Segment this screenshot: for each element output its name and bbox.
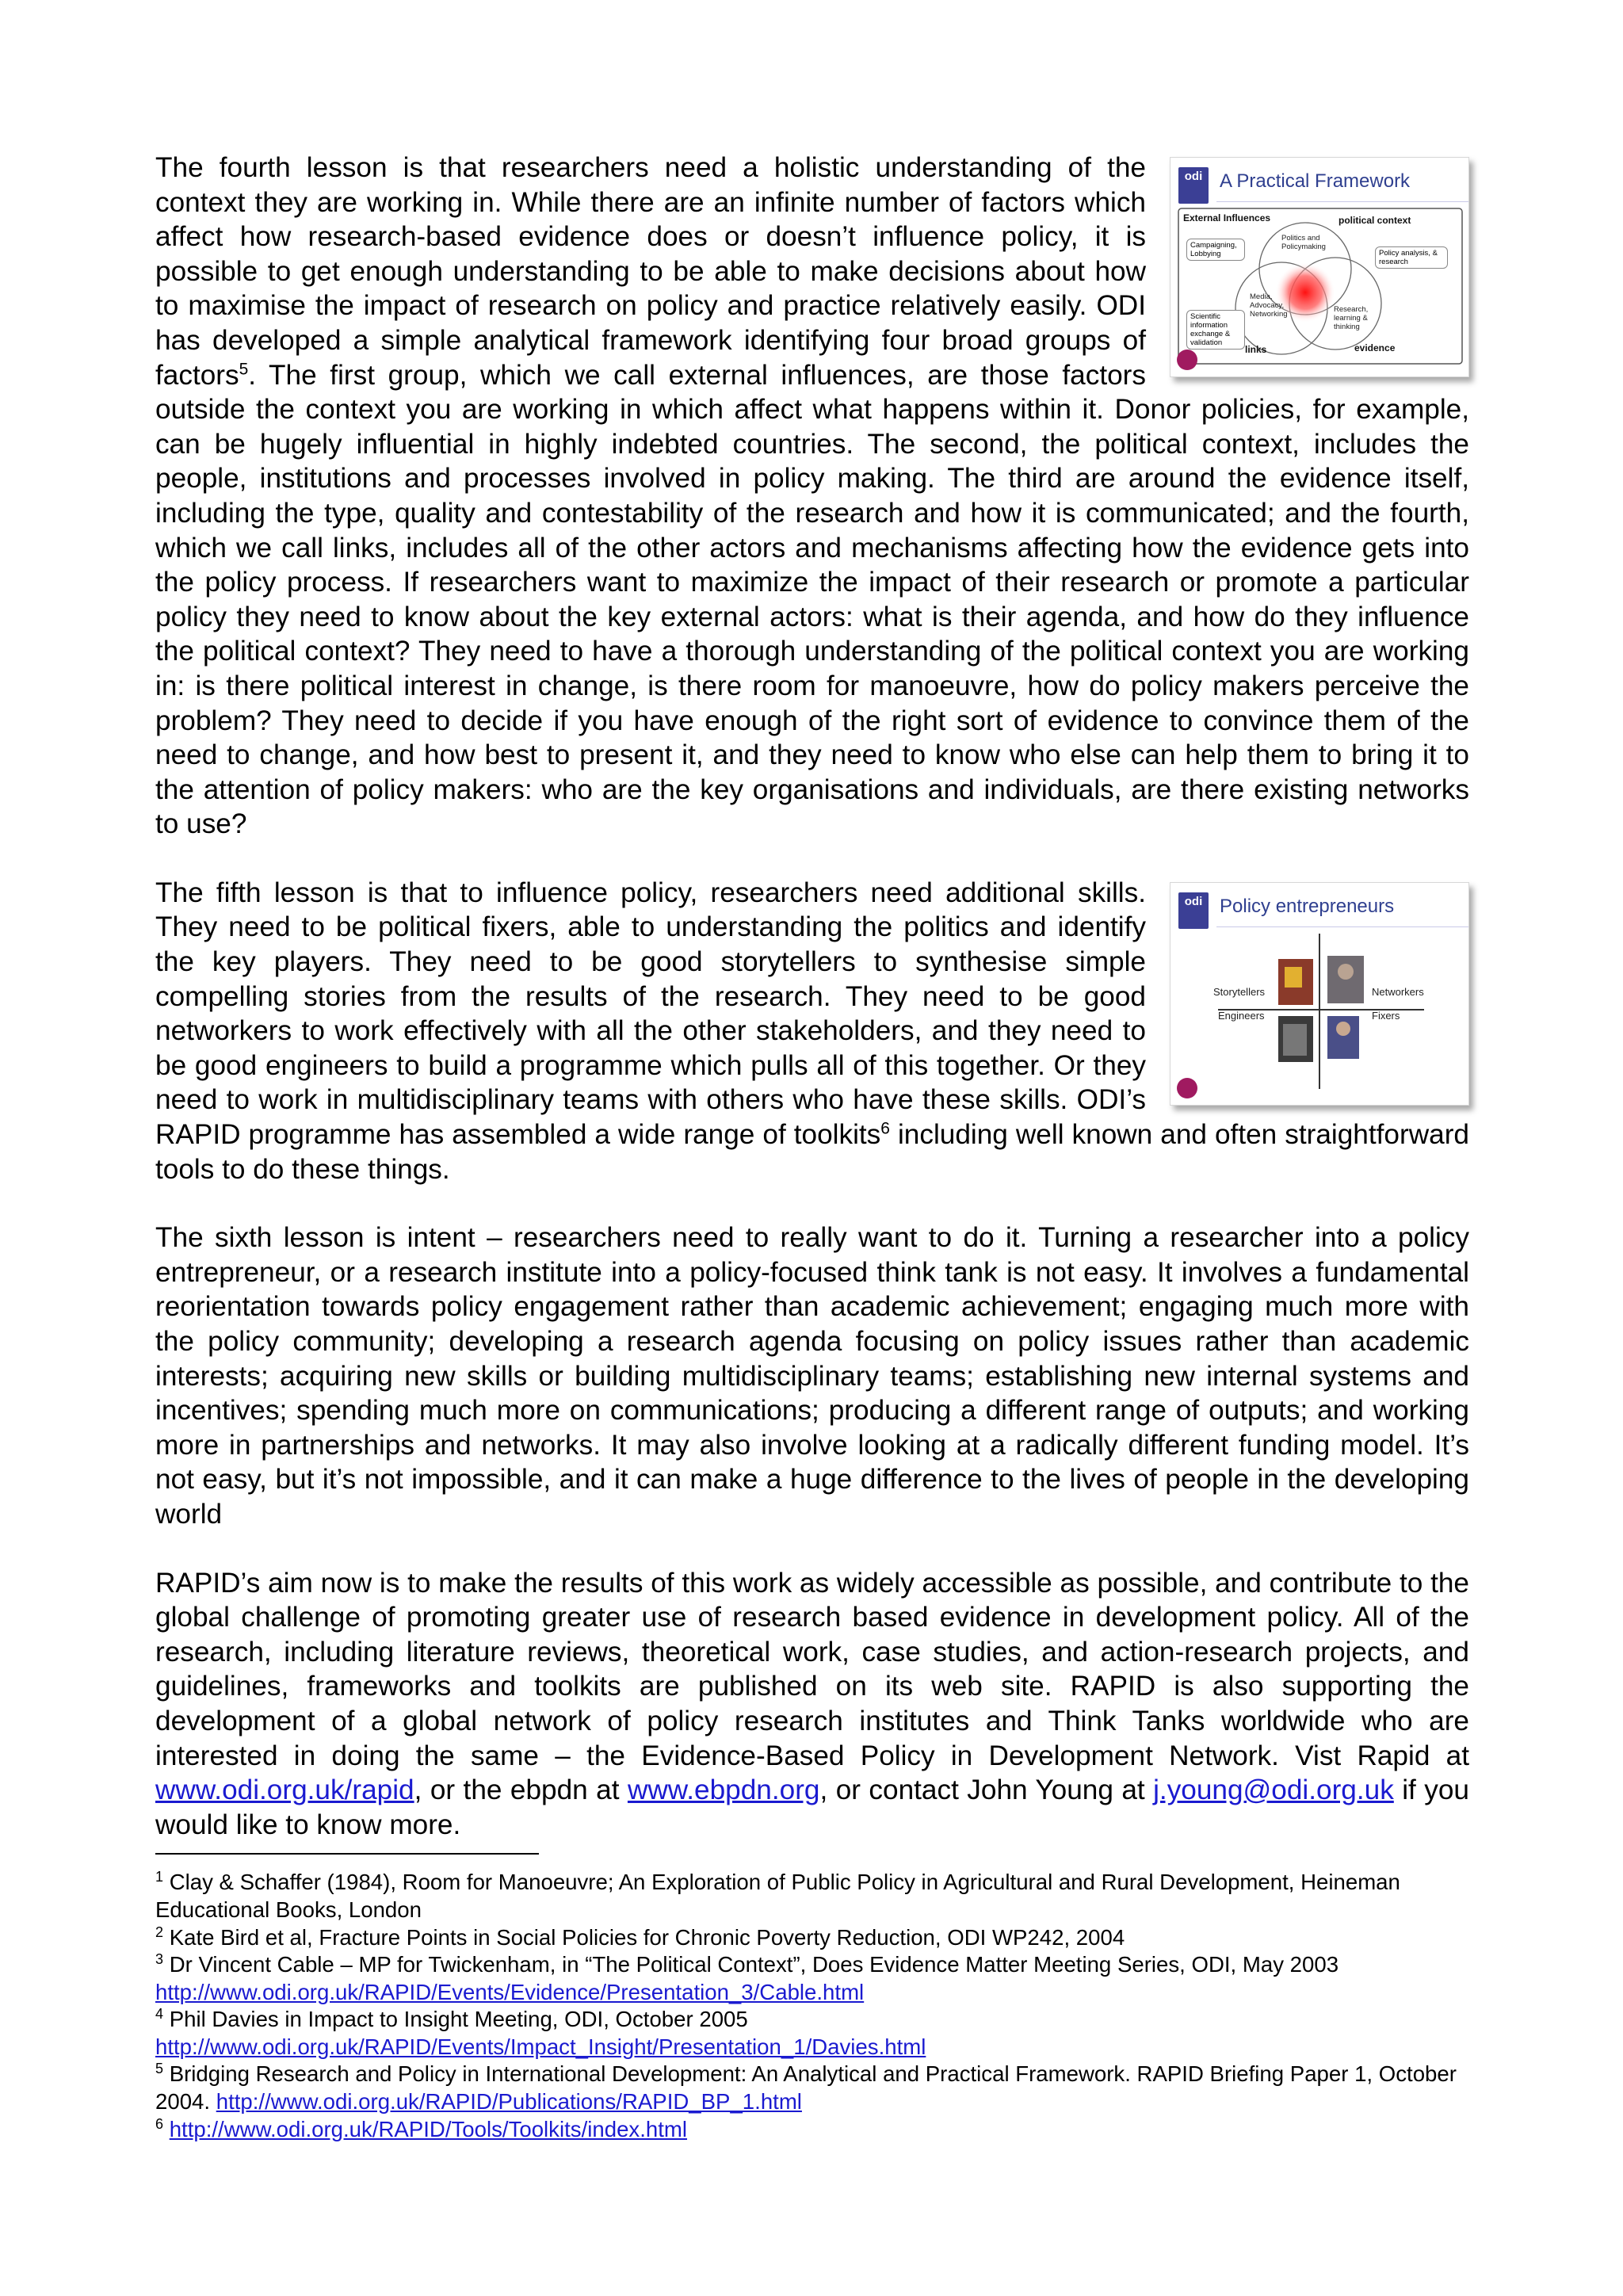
political-context-label: political context <box>1338 215 1411 226</box>
slide-title: A Practical Framework <box>1220 170 1411 192</box>
networkers-label: Networkers <box>1372 985 1424 998</box>
policy-entrepreneurs-slide <box>1170 882 1469 1106</box>
footnote-ref: 5 <box>239 359 249 378</box>
paragraph-text: , or the ebpdn at <box>414 1775 628 1806</box>
storytellers-label: Storytellers <box>1213 985 1266 998</box>
ebpdn-link[interactable]: www.ebpdn.org <box>627 1775 820 1806</box>
footnote-text: Dr Vincent Cable – MP for Twickenham, in “The Political Context”, Does Evidence Matter Meeting Series, ODI, May 2003 <box>169 1952 1339 1977</box>
footnote-link[interactable]: http://www.odi.org.uk/RAPID/Events/Impact_Insight/Presentation_1/Davies.html <box>155 2034 926 2059</box>
footnote-link[interactable]: http://www.odi.org.uk/RAPID/Events/Evidence/Presentation_3/Cable.html <box>155 1979 865 2004</box>
fixers-label: Fixers <box>1372 1009 1400 1022</box>
scientific-box: Scientific information exchange & validation <box>1186 310 1245 350</box>
email-link[interactable]: j.young@odi.org.uk <box>1153 1775 1394 1806</box>
footnote-ref: 6 <box>880 1119 890 1138</box>
paragraph-text: , or contact John Young at <box>819 1775 1154 1806</box>
footnotes <box>155 1869 1469 2143</box>
footnote-3 <box>155 1951 1469 2006</box>
politics-label: Politics and Policymaking <box>1281 234 1326 251</box>
evidence-label: evidence <box>1354 342 1396 353</box>
research-label: Research, learning & thinking <box>1334 305 1369 331</box>
paragraph-rapid-aim <box>155 1566 1469 1843</box>
rapid-link[interactable]: www.odi.org.uk/rapid <box>155 1775 414 1806</box>
slide-title: Policy entrepreneurs <box>1220 895 1395 917</box>
footnote-divider <box>155 1853 539 1855</box>
paragraph-text: . The first group, which we call external influences, are those factors outside the context you are working in which affect what happens within it. Donor policies, for example, can be hugely influential in highly indebted countries. The second, the political context, includes the people, institutions and processes involved in policy making. The third are around the evidence itself, including the type, quality and contestability of the research and how it is communicated; and the fourth, which we call links, includes all of the other actors and mechanisms affecting how the evidence gets into the policy process. If researchers want to maximize the impact of their research or promote a particular policy they need to know about the key external actors: what is their agenda, and how do they influence the political context? They need to have a thorough understanding of the political context you are working in: is there political interest in change, is there room for manoeuvre, how do policy makers perceive the problem? They need to decide if you have enough of the right sort of evidence to convince them of the need to change, and how best to present it, and they need to know who else can help them to bring it to the attention of policy makers: who are the key organisations and individuals, are there existing networks to use? <box>155 359 1469 840</box>
paragraph-text: if you would like to know more. <box>155 1775 1469 1840</box>
footnote-2 <box>155 1924 1469 1952</box>
paragraph-text: including well known and often straightforward tools to do these things. <box>155 1119 1469 1185</box>
practical-framework-slide <box>1170 157 1469 377</box>
odi-seal <box>1177 350 1197 370</box>
paragraph-text: The fifth lesson is that to influence policy, researchers need additional skills. They need to be political fixers, able to understanding the politics and identify the key players. They need to be good storytellers to synthesise simple compelling stories from the results of the research. They need to be good networkers to work effectively with all the other stakeholders, and they need to be good engineers to build a programme which pulls all of this together. Or they need to work in multidisciplinary teams with others who have these skills. ODI’s RAPID programme has assembled a wide range of toolkits <box>155 877 1146 1151</box>
document-page <box>155 151 1469 2143</box>
paragraph-sixth-lesson: The sixth lesson is intent – researchers need to really want to do it. Turning a researcher into a policy entrepreneur, or a research institute into a policy-focused think tank is not easy. It involves a fundamental reorientation towards policy engagement rather than academic achievement; engaging much more with the policy community; developing a research agenda focusing on policy issues rather than academic interests; acquiring new skills or building multidisciplinary teams; establishing new internal systems and incentives; spending much more on communications; producing a different range of outputs; and working more in partnerships and networks. It may also involve looking at a radically different funding model. It’s not easy, but it’s not impossible, and it can make a huge difference to the lives of people in the developing world <box>155 1222 1469 1530</box>
external-influences-label: External Influences <box>1183 212 1271 223</box>
footnote-text: Bridging Research and Policy in International Development: An Analytical and Practical Framework. RAPID Briefing Paper 1, October 2004. <box>155 2061 1457 2115</box>
footnote-4 <box>155 2006 1469 2061</box>
footnote-text: Phil Davies in Impact to Insight Meeting, ODI, October 2005 <box>169 2007 748 2032</box>
paragraph-text: RAPID’s aim now is to make the results of this work as widely accessible as possible, and contribute to the global challenge of promoting greater use of research based evidence in development policy. All of the research, including literature reviews, theoretical work, case studies, and action-research projects, and guidelines, frameworks and toolkits are published on its web site. RAPID is also supporting the development of a global network of policy research institutes and Think Tanks worldwide who are interested in doing the same – the Evidence-Based Policy in Development Network. Vist Rapid at <box>155 1567 1469 1771</box>
footnote-number: 5 <box>155 2061 164 2077</box>
media-label: Media, Advocacy, Networking <box>1250 292 1288 319</box>
odi-logo: odi <box>1178 892 1209 929</box>
footnote-number: 1 <box>155 1869 164 1885</box>
footnote-text: Clay & Schaffer (1984), Room for Manoeuvre; An Exploration of Public Policy in Agricultural and Rural Development, Heineman Educational Books, London <box>155 1870 1400 1922</box>
policy-analysis-box: Policy analysis, & research <box>1375 246 1448 269</box>
engineers-label: Engineers <box>1218 1009 1265 1022</box>
footnote-5 <box>155 2061 1469 2115</box>
footnote-text: Kate Bird et al, Fracture Points in Social Policies for Chronic Poverty Reduction, ODI WP242, 2004 <box>169 1924 1125 1950</box>
paragraph-text: The fourth lesson is that researchers need a holistic understanding of the context they are working in. While there are an infinite number of factors which affect how research-based evidence does or doesn’t influence policy, it is possible to get enough understanding to be able to make decisions about how to maximise the impact of research on policy and practice relatively easily. ODI has developed a simple analytical framework identifying four broad groups of factors <box>155 152 1146 391</box>
footnote-link[interactable]: http://www.odi.org.uk/RAPID/Tools/Toolkits/index.html <box>169 2116 688 2141</box>
odi-logo: odi <box>1178 167 1209 204</box>
footnote-1 <box>155 1869 1469 1924</box>
odi-seal <box>1177 1078 1197 1098</box>
footnote-number: 3 <box>155 1950 164 1967</box>
footnote-number: 4 <box>155 2006 164 2023</box>
footnote-number: 6 <box>155 2115 164 2132</box>
campaigning-box: Campaigning, Lobbying <box>1186 239 1245 261</box>
footnote-link[interactable]: http://www.odi.org.uk/RAPID/Publications/RAPID_BP_1.html <box>216 2089 802 2115</box>
links-label: links <box>1245 344 1267 355</box>
footnote-6 <box>155 2116 1469 2144</box>
footnote-number: 2 <box>155 1924 164 1940</box>
